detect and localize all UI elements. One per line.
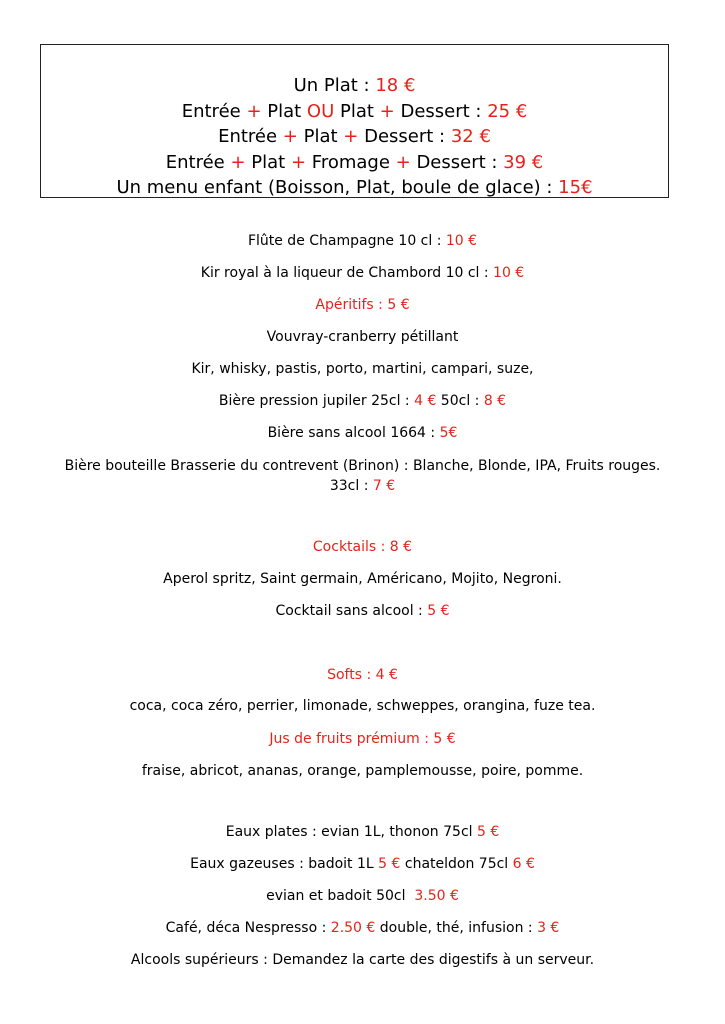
price: 25 €: [487, 100, 528, 122]
formula-plat: Un Plat : 18 €: [293, 75, 416, 96]
drink-champagne: Flûte de Champagne 10 cl : 10 €: [247, 233, 478, 249]
price: 39 €: [503, 151, 544, 173]
formulas-list: [41, 73, 668, 201]
drink-cocktail-sans-alcool: Cocktail sans alcool : 5 €: [275, 603, 450, 619]
drink-evian-badoit: evian et badoit 50cl 3.50 €: [266, 888, 459, 904]
alcools-superieurs-note: Alcools supérieurs : Demandez la carte des digestifs à un serveur.: [130, 952, 595, 968]
drink-biere-sans-alcool: Bière sans alcool 1664 : 5€: [267, 425, 458, 441]
price: 5 €: [476, 824, 500, 840]
formula-menu-enfant: Un menu enfant (Boisson, Plat, boule de glace) : 15€: [116, 177, 593, 198]
price: 10 €: [445, 233, 478, 249]
drink-eaux-plates: Eaux plates : evian 1L, thonon 75cl 5 €: [225, 824, 500, 840]
drink-kir-royal: Kir royal à la liqueur de Chambord 10 cl : 10 €: [200, 265, 525, 281]
drink-vouvray: Vouvray-cranberry pétillant: [266, 329, 459, 345]
section-title-jus: Jus de fruits prémium : 5 €: [269, 731, 456, 747]
section-title-cocktails: Cocktails : 8 €: [312, 539, 413, 555]
price: 5 €: [427, 603, 450, 619]
formula-entree-plat-ou-plat-dessert: Entrée + Plat OU Plat + Dessert : 25 €: [181, 100, 528, 122]
formulas-box: [40, 44, 669, 198]
softs-list: coca, coca zéro, perrier, limonade, schweppes, orangina, fuze tea.: [129, 698, 596, 714]
drink-biere-bouteille: Bière bouteille Brasserie du contrevent (Brinon) : Blanche, Blonde, IPA, Fruits rouges. 33cl : 7 €: [64, 458, 661, 494]
drink-biere-pression: Bière pression jupiler 25cl : 4 € 50cl : 8 €: [218, 393, 507, 409]
aperitifs-list: Kir, whisky, pastis, porto, martini, campari, suze,: [191, 361, 534, 377]
price: 5€: [439, 425, 458, 441]
price: 7 €: [372, 478, 396, 494]
section-title-softs: Softs : 4 €: [327, 667, 398, 683]
formula-entree-plat-dessert: Entrée + Plat + Dessert : 32 €: [218, 126, 491, 147]
formula-entree-plat-fromage-dessert: Entrée + Plat + Fromage + Dessert : 39 €: [165, 151, 544, 173]
drink-eaux-gazeuses: Eaux gazeuses : badoit 1L 5 € chateldon 75cl 6 €: [190, 856, 535, 872]
drink-cafe: Café, déca Nespresso : 2.50 € double, thé, infusion : 3 €: [165, 920, 560, 936]
price: 32 €: [450, 126, 491, 147]
section-title-aperitifs: Apéritifs : 5 €: [315, 297, 410, 313]
price: 10 €: [493, 265, 525, 281]
price: 18 €: [375, 75, 416, 96]
cocktails-list: Aperol spritz, Saint germain, Américano, Mojito, Negroni.: [163, 571, 562, 587]
jus-list: fraise, abricot, ananas, orange, pamplemousse, poire, pomme.: [141, 763, 584, 779]
price: 3.50 €: [414, 888, 459, 904]
price: 15€: [558, 177, 593, 198]
